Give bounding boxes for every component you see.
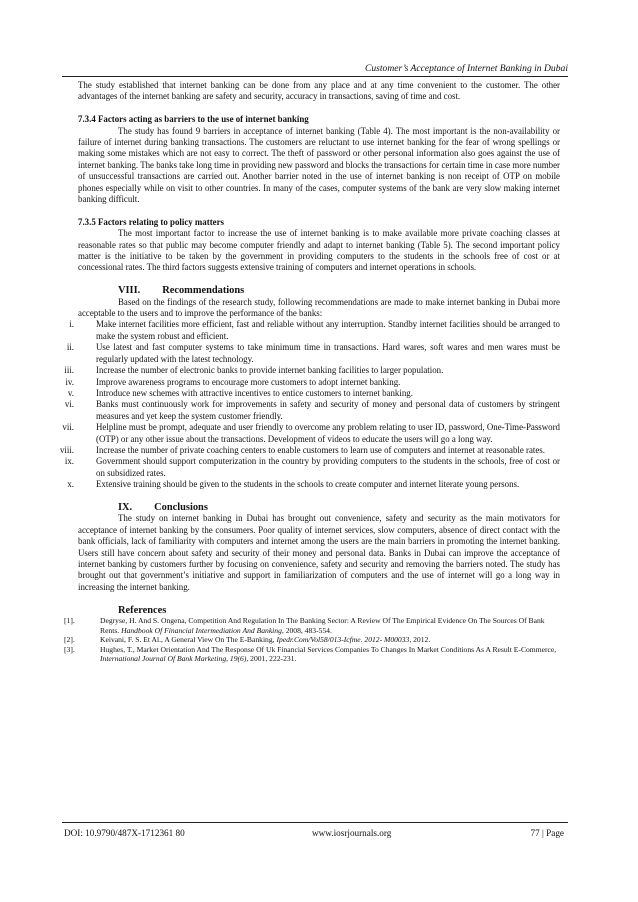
reference-source: Ipedr.Com/Vol58/013-Icfme. 2012- M00033 xyxy=(276,635,410,645)
reference-text xyxy=(86,635,560,645)
recommendation-text: Make internet facilities more efficient, fast and reliable without any interruption. Standby internet facilities should be arranged to make the system robust and efficient. xyxy=(96,319,560,341)
recommendations-intro: Based on the findings of the research study, following recommendations are made to make internet banking in Dubai more acceptable to the users and to improve the performance of the banks: xyxy=(78,296,560,319)
reference-item xyxy=(64,616,560,635)
recommendations-heading xyxy=(78,285,560,296)
recommendation-number: ix. xyxy=(64,456,74,467)
recommendations-number: VIII. xyxy=(118,285,141,297)
footer-website: www.iosrjournals.org xyxy=(312,828,392,838)
footer-doi: DOI: 10.9790/487X-1712361 80 xyxy=(64,828,185,838)
header-divider xyxy=(62,76,568,77)
conclusions-heading xyxy=(78,502,560,513)
recommendation-number: viii. xyxy=(59,444,74,455)
recommendation-text: Introduce new schemes with attractive incentives to entice customers to internet banking. xyxy=(96,387,413,398)
footer-page-number: 77 | Page xyxy=(530,828,564,838)
recommendation-number: ii. xyxy=(66,342,74,353)
references-heading: References xyxy=(118,604,167,616)
recommendation-text: Banks must continuously work for improvements in safety and security of money and personal data of customers by stringent measures and yet keep the system customer friendly. xyxy=(96,399,560,421)
recommendation-text: Government should support computerization in the country by providing computers to the students in the schools, free of cost or on subsidized rates. xyxy=(96,456,560,478)
section-heading-barriers: 7.3.4 Factors acting as barriers to the use of internet banking xyxy=(78,114,309,125)
recommendation-text: Increase the number of electronic banks to provide internet banking facilities to larger population. xyxy=(96,365,444,376)
recommendation-number: iv. xyxy=(65,376,74,387)
recommendation-item xyxy=(67,387,560,399)
barriers-paragraph: The study has found 9 barriers in acceptance of internet banking (Table 4). The most important is the non-availability or failure of internet during banking transactions. The customers are reluctant to use internet banking for the fear of wrong spellings or making some mistakes which are not easy to correct. The theft of password or other personal information also goes against the use of internet banking. The banks take long time in providing new password and blocks the transactions for certain time in case more number of unsuccessful transactions are carried out. Another barrier noted in the use of internet banking is non receipt of OTP on mobile phones especially while on visit to other countries. In many of the cases, computer systems of the bank are very slow making internet banking difficult. xyxy=(78,125,560,205)
reference-number: [3]. xyxy=(64,644,75,654)
reference-details: 2001, 222-231. xyxy=(248,654,297,664)
recommendation-text: Use latest and fast computer systems to take minimum time in transactions. Hard wares, soft wares and men wares must be regularly updated with the latest technology. xyxy=(96,342,560,364)
running-header: Customer’s Acceptance of Internet Banking in Dubai xyxy=(364,63,568,74)
recommendations-title: Recommendations xyxy=(162,285,245,297)
section-heading-policy: 7.3.5 Factors relating to policy matters xyxy=(78,216,224,227)
reference-number: [1]. xyxy=(64,616,75,626)
recommendation-item xyxy=(62,422,560,445)
recommendation-item xyxy=(64,399,560,422)
conclusions-title: Conclusions xyxy=(154,501,208,513)
policy-paragraph: The most important factor to increase the use of internet banking is to make available more private coaching classes at reasonable rates so that public may become computer friendly and adapt to internet banking (Table 5). The second important policy matter is the initiative to be taken by the government in providing computers to the students in the schools free of cost or at concessional rates. The third factors suggests extensive training of computers and internet operations in schools. xyxy=(78,228,560,273)
reference-text xyxy=(86,616,560,635)
reference-number: [2]. xyxy=(64,635,75,645)
recommendation-item xyxy=(64,456,560,479)
recommendations-list xyxy=(59,319,560,490)
recommendation-number: i. xyxy=(69,319,74,330)
conclusions-number: IX. xyxy=(118,501,133,513)
recommendation-item xyxy=(64,365,560,376)
recommendation-item xyxy=(59,444,560,456)
reference-source: Handbook Of Financial Intermediation And Banking xyxy=(121,625,282,635)
reference-text xyxy=(86,645,560,664)
recommendation-number: vii. xyxy=(62,422,74,433)
conclusions-paragraph: The study on internet banking in Dubai has brought out convenience, safety and security as the main motivators for acceptance of internet banking by the consumers. Poor quality of internet services, slow computers, absence of direct contact with the bank officials, lack of familiarity with computers and internet among the users are the main barriers in promoting the internet banking. Users still have concern about safety and security of their money and personal data. Banks in Dubai can improve the acceptance of internet banking by customers further by focusing on convenience, safety and security and removing the barriers noted. The study has brought out that government’s initiative and support in familiarization of computers and the use of internet will go a long way in increasing the internet banking. xyxy=(78,513,560,592)
footer-divider xyxy=(62,822,568,823)
reference-source: International Journal Of Bank Marketing, 19(6), xyxy=(100,654,249,664)
reference-item xyxy=(64,635,560,645)
recommendation-text: Extensive training should be given to the students in the schools to create computer and internet literate young persons. xyxy=(96,479,520,490)
recommendation-number: v. xyxy=(67,387,74,398)
intro-paragraph: The study established that internet banking can be done from any place and at any time convenient to the customer. The other advantages of the internet banking are safety and security, accuracy in transactions, saving of time and cost. xyxy=(78,80,560,102)
recommendation-number: iii. xyxy=(64,365,74,376)
reference-details: , 2012. xyxy=(409,635,431,645)
reference-authors-title: Keivani, F. S. Et Al., A General View On The E-Banking, xyxy=(100,635,277,645)
recommendation-item xyxy=(69,319,560,342)
reference-item xyxy=(64,644,560,664)
recommendation-text: Increase the number of private coaching centers to enable customers to learn use of computers and internet at reasonable rates. xyxy=(96,444,545,455)
recommendation-item xyxy=(67,479,560,490)
recommendation-number: vi. xyxy=(64,399,74,410)
recommendation-text: Improve awareness programs to encourage more customers to adopt internet banking. xyxy=(96,376,401,387)
reference-details: , 2008, 483-554. xyxy=(281,625,332,635)
recommendation-item xyxy=(66,342,560,365)
reference-authors-title: Hughes, T., Market Orientation And The Response Of Uk Financial Services Companies To Changes In Market Conditions As A Result E-Commerce, xyxy=(100,644,557,654)
reference-authors-title: Degryse, H. And S. Ongena, Competition And Regulation In The Banking Sector: A Review Of The Empirical Evidence On The Sources Of Bank Rents. xyxy=(100,616,545,635)
recommendation-number: x. xyxy=(67,479,74,490)
page-content xyxy=(59,80,560,664)
recommendation-item xyxy=(65,376,560,388)
recommendation-text: Helpline must be prompt, adequate and user friendly to overcome any problem relating to user ID, password, One-Time-Password (OTP) or any other issue about the transactions. Development of videos to educate the users will go a long way. xyxy=(96,422,560,444)
references-list xyxy=(64,616,560,664)
